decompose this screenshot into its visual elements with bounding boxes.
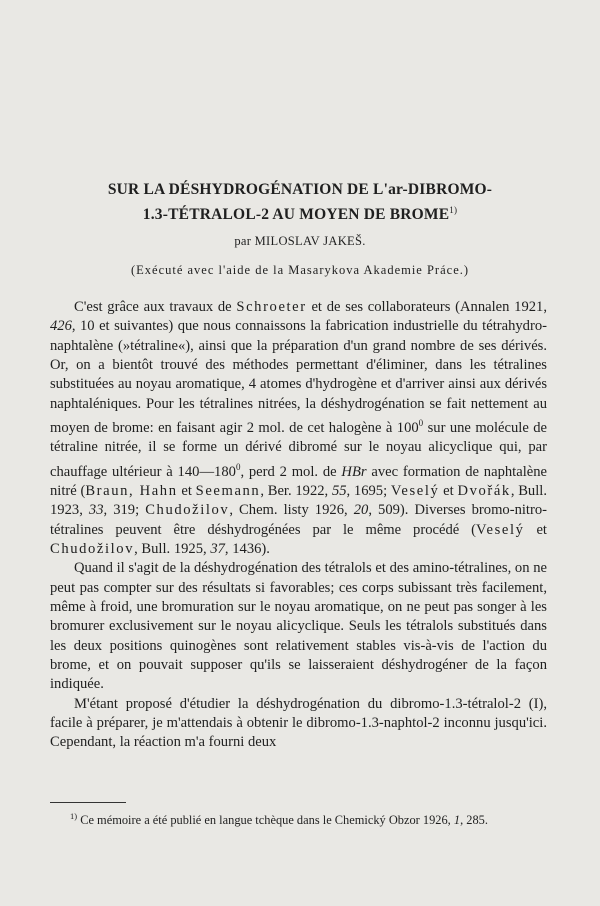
cited-author: Chudožilov [50, 540, 135, 557]
author-line: par MILOSLAV JAKEŠ. [234, 234, 366, 248]
article-title [60, 180, 540, 225]
volume-number: 20 [353, 502, 369, 519]
footnote-text-a: Ce mémoire a été publié en langue tchèque dans le Chemický Obzor 1926, [77, 813, 454, 828]
paragraph-1 [50, 298, 547, 559]
text-run: , Chem. listy 1926, [229, 502, 354, 519]
volume-number: 426 [50, 318, 72, 335]
footnote-rule [50, 802, 126, 803]
volume-number: 37 [210, 540, 225, 557]
footnote-mark: 1) [70, 811, 78, 821]
cited-author: Braun, Hahn [85, 482, 178, 499]
text-run: avec formation de naphtalène nitré ( [50, 463, 547, 499]
cited-author: Veselý [476, 521, 525, 538]
text-run: , Bull. 1923, [50, 482, 547, 519]
text-run: , 1695; [346, 482, 391, 499]
cited-author: Seemann [195, 482, 261, 499]
formula-hbr: HBr [341, 463, 367, 480]
title-line-1: SUR LA DÉSHYDROGÉNATION DE L'ar-DIBROMO- [107, 181, 493, 198]
text-run: , 10 et suivantes) que nous connaissons la fabrication industrielle du tétrahydro-naphtalène (»tétraline«), ainsi que la préparation d'un grand nombre de ses dérivés. Or, on a bientôt trouvé des méthodes permettant d'éliminer, dans les tétralines substituées au noyau aromatique, 4 atomes d'hydrogène et d'arriver ainsi aux dérivés naphtaléniques. Pour les tétralines nitrées, la déshydrogénation se fait nettement au moyen de brome: en faisant agir 2 mol. de cet halogène à 100 [50, 318, 547, 436]
article-body [50, 298, 547, 753]
degree-mark: 0 [235, 461, 241, 472]
volume-number: 55 [331, 482, 347, 499]
footnote-text-b: , 285. [460, 813, 488, 828]
footnote [50, 808, 547, 829]
text-run: , Ber. 1922, [260, 482, 332, 499]
text-run: et de ses collaborateurs (Annalen 1921, [306, 299, 547, 315]
text-run: et [524, 521, 547, 538]
title-footnote-mark: 1) [449, 205, 458, 215]
text-run: , perd 2 mol. de [240, 463, 342, 480]
paragraph-3: M'étant proposé d'étudier la déshydrogénation du dibromo-1.3-tétralol-2 (I), facile à préparer, je m'attendais à obtenir le dibromo-1.3-naphtol-2 inconnu jusqu'ici. Cependant, la réaction m'a fourni deux [50, 695, 547, 751]
cited-author: Veselý [390, 482, 440, 499]
text-run: et [177, 482, 196, 499]
text-run: , 319; [103, 502, 146, 519]
volume-number: 33 [88, 502, 104, 519]
funding-note: (Exécuté avec l'aide de la Masarykova Akademie Práce.) [130, 263, 470, 277]
text-run: , 509). Diverses bromo-nitro-tétralines peuvent être déshydrogénées par le même procédé ( [50, 502, 547, 538]
footnote-volume: 1 [453, 813, 461, 828]
text-run: C'est grâce aux travaux de [74, 299, 237, 315]
cited-author: Dvořák [457, 482, 511, 499]
paragraph-2: Quand il s'agit de la déshydrogénation des tétralols et des amino-tétralines, on ne peut pas compter sur des résultats si favorables; ces corps subissant très facilement, même à froid, une bromuration sur le noyau aromatique, on ne peut pas songer à les bromurer exclusivement sur le noyau alicyclique. Seuls les tétralols substitués dans les deux positions quinogènes sont relativement stables vis-à-vis de l'action du brome, et on pouvait supposer qu'ils se laisseraient déshydrogéner de la façon indiquée. [50, 560, 547, 693]
degree-mark: 0 [418, 418, 424, 429]
text-run: sur une molécule de tétraline nitrée, il se forme un dérivé dibromé sur le noyau alicyclique qui, par chauffage ultérieur à 140—180 [50, 419, 548, 480]
cited-author: Chudožilov [145, 502, 230, 519]
text-run: , Bull. 1925, [134, 540, 211, 557]
title-line-2-text: 1.3-TÉTRALOL-2 AU MOYEN DE BROME [142, 206, 450, 224]
text-run: et [439, 482, 458, 499]
text-run: , 1436). [224, 540, 270, 557]
cited-author: Schroeter [236, 299, 307, 315]
title-line-2 [60, 200, 540, 225]
